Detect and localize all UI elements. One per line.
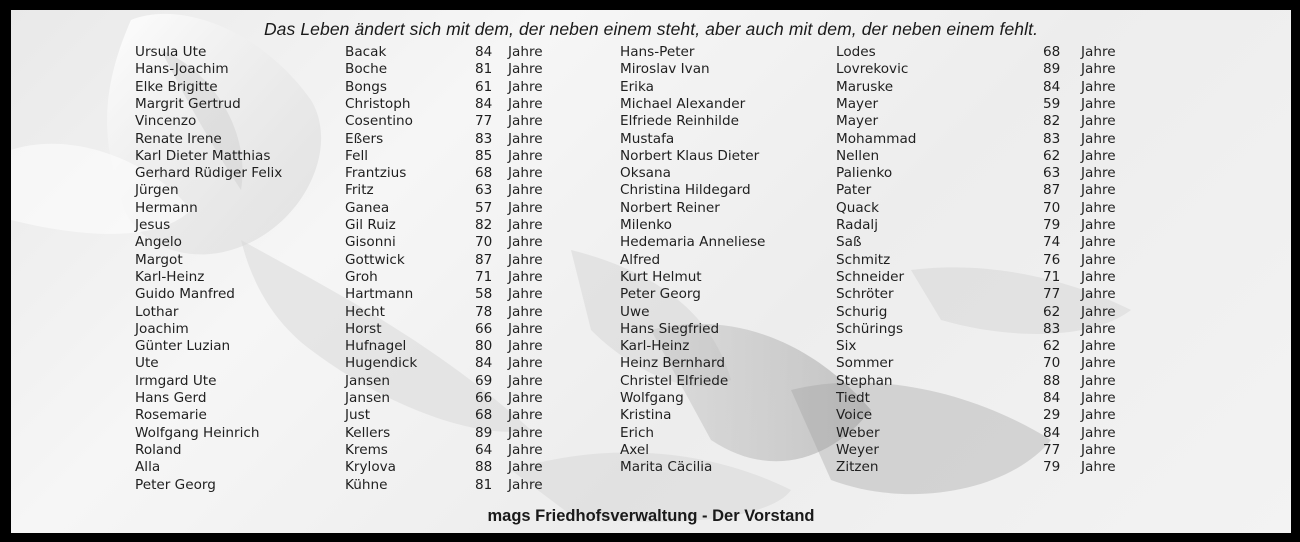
first-name: Marita Cäcilia <box>620 459 713 476</box>
first-name: Erika <box>620 78 654 95</box>
last-name: Lodes <box>836 44 876 60</box>
age-value: 87 <box>1043 182 1061 199</box>
age-unit-label: Jahre <box>1081 217 1116 233</box>
age-value: 68 <box>475 407 493 424</box>
last-name: Hartmann <box>345 286 414 303</box>
age-value: 88 <box>475 459 493 476</box>
last-name: Just <box>345 407 371 424</box>
age-value: 74 <box>1043 234 1061 251</box>
last-name: Mohammad <box>836 130 917 147</box>
first-name: Guido Manfred <box>135 286 235 303</box>
age-value: 80 <box>475 338 493 355</box>
age-value: 66 <box>475 390 493 406</box>
age-value: 66 <box>475 320 493 337</box>
first-name: Karl-Heinz <box>620 338 690 355</box>
last-name: Kühne <box>345 476 388 493</box>
age-unit-label: Jahre <box>1081 130 1116 147</box>
first-name: Alfred <box>620 251 661 268</box>
last-name: Mayer <box>836 113 879 130</box>
first-name: Vincenzo <box>135 113 197 130</box>
first-name: Kurt Helmut <box>620 268 702 285</box>
last-name: Bacak <box>345 44 387 60</box>
age-unit-label: Jahre <box>1081 199 1116 216</box>
first-name: Rosemarie <box>135 407 207 424</box>
first-name: Renate Irene <box>135 130 222 147</box>
age-unit-label: Jahre <box>1081 441 1116 458</box>
first-name: Christel Elfriede <box>620 372 729 389</box>
age-value: 79 <box>1043 459 1061 476</box>
age-value: 57 <box>475 199 493 216</box>
age-value: 83 <box>475 130 493 147</box>
age-unit-label: Jahre <box>1081 182 1116 199</box>
age-value: 69 <box>475 372 493 389</box>
first-name: Peter Georg <box>620 286 701 303</box>
first-name: Hans-Joachim <box>135 61 229 78</box>
age-value: 63 <box>1043 165 1061 182</box>
age-unit-label: Jahre <box>1081 61 1116 78</box>
age-unit-label: Jahre <box>1081 251 1116 268</box>
last-name: Tiedt <box>836 390 870 406</box>
age-unit-label: Jahre <box>508 320 543 337</box>
first-name: Christina Hildegard <box>620 182 751 199</box>
age-value: 81 <box>475 61 493 78</box>
age-value: 83 <box>1043 320 1061 337</box>
last-name: Schröter <box>836 286 894 303</box>
age-value: 64 <box>475 441 493 458</box>
last-name: Weber <box>836 424 880 441</box>
age-value: 62 <box>1043 338 1061 355</box>
age-unit-label: Jahre <box>1081 338 1116 355</box>
first-name: Angelo <box>135 234 183 251</box>
first-name: Roland <box>135 441 182 458</box>
age-value: 84 <box>1043 424 1061 441</box>
motto-quote: Das Leben ändert sich mit dem, der neben einem steht, aber auch mit dem, der neben einem fehlt. <box>263 19 1039 39</box>
last-name: Maruske <box>836 78 894 95</box>
first-name: Milenko <box>620 217 672 233</box>
age-value: 89 <box>475 424 493 441</box>
first-name: Peter Georg <box>135 476 216 493</box>
last-name: Jansen <box>345 372 391 389</box>
age-unit-label: Jahre <box>508 199 543 216</box>
first-name: Mustafa <box>620 130 675 147</box>
age-unit-label: Jahre <box>1081 44 1116 60</box>
first-name: Margrit Gertrud <box>135 95 241 112</box>
first-name: Jürgen <box>135 182 179 199</box>
age-value: 87 <box>475 251 493 268</box>
age-unit-label: Jahre <box>508 338 543 355</box>
first-name: Irmgard Ute <box>135 372 217 389</box>
last-name: Saß <box>836 234 862 251</box>
first-name: Joachim <box>135 320 189 337</box>
last-name: Gottwick <box>345 251 405 268</box>
age-value: 84 <box>475 95 493 112</box>
first-name: Jesus <box>135 217 171 233</box>
age-value: 68 <box>1043 44 1061 60</box>
first-name: Kristina <box>620 407 672 424</box>
last-name: Radalj <box>836 217 878 233</box>
last-name: Eßers <box>345 130 384 147</box>
age-value: 61 <box>475 78 493 95</box>
last-name: Stephan <box>836 372 893 389</box>
first-name: Margot <box>135 251 183 268</box>
age-unit-label: Jahre <box>1081 95 1116 112</box>
age-value: 79 <box>1043 217 1061 233</box>
last-name: Schmitz <box>836 251 891 268</box>
first-name: Hedemaria Anneliese <box>620 234 766 251</box>
age-value: 71 <box>1043 268 1061 285</box>
age-unit-label: Jahre <box>1081 113 1116 130</box>
first-name: Norbert Klaus Dieter <box>620 147 760 164</box>
age-unit-label: Jahre <box>508 390 543 406</box>
age-unit-label: Jahre <box>1081 78 1116 95</box>
first-name: Hans Siegfried <box>620 320 720 337</box>
last-name: Sommer <box>836 355 894 372</box>
last-name: Palienko <box>836 165 893 182</box>
last-name: Groh <box>345 268 378 285</box>
first-name: Alla <box>135 459 161 476</box>
age-value: 62 <box>1043 147 1061 164</box>
first-name: Michael Alexander <box>620 95 746 112</box>
last-name: Kellers <box>345 424 391 441</box>
age-value: 76 <box>1043 251 1061 268</box>
age-unit-label: Jahre <box>508 459 543 476</box>
age-unit-label: Jahre <box>1081 459 1116 476</box>
last-name: Hufnagel <box>345 338 407 355</box>
age-unit-label: Jahre <box>1081 355 1116 372</box>
age-unit-label: Jahre <box>1081 407 1116 424</box>
age-unit-label: Jahre <box>508 217 543 233</box>
first-name: Ursula Ute <box>135 44 207 60</box>
age-value: 70 <box>1043 199 1061 216</box>
last-name: Schürings <box>836 320 904 337</box>
last-name: Zitzen <box>836 459 879 476</box>
first-name: Wolfgang Heinrich <box>135 424 260 441</box>
memorial-card <box>11 10 1291 533</box>
last-name: Jansen <box>345 390 391 406</box>
last-name: Fell <box>345 147 368 164</box>
age-unit-label: Jahre <box>508 165 543 182</box>
last-name: Quack <box>836 199 879 216</box>
first-name: Gerhard Rüdiger Felix <box>135 165 283 182</box>
last-name: Weyer <box>836 441 880 458</box>
first-name: Oksana <box>620 165 671 182</box>
age-unit-label: Jahre <box>508 78 543 95</box>
age-unit-label: Jahre <box>508 286 543 303</box>
first-name: Norbert Reiner <box>620 199 720 216</box>
age-value: 85 <box>475 147 493 164</box>
last-name: Gil Ruiz <box>345 217 396 233</box>
age-unit-label: Jahre <box>508 130 543 147</box>
last-name: Cosentino <box>345 113 413 130</box>
age-unit-label: Jahre <box>1081 234 1116 251</box>
age-unit-label: Jahre <box>1081 286 1116 303</box>
age-unit-label: Jahre <box>1081 424 1116 441</box>
last-name: Lovrekovic <box>836 61 909 78</box>
last-name: Ganea <box>345 199 390 216</box>
age-unit-label: Jahre <box>508 234 543 251</box>
age-value: 82 <box>1043 113 1061 130</box>
first-name: Erich <box>620 424 655 441</box>
age-unit-label: Jahre <box>508 268 543 285</box>
age-value: 84 <box>1043 390 1061 406</box>
age-unit-label: Jahre <box>508 251 543 268</box>
last-name: Six <box>836 338 857 355</box>
last-name: Fritz <box>345 182 374 199</box>
first-name: Lothar <box>135 303 179 320</box>
age-unit-label: Jahre <box>1081 390 1116 406</box>
first-name: Karl Dieter Matthias <box>135 147 271 164</box>
age-value: 59 <box>1043 95 1061 112</box>
last-name: Hugendick <box>345 355 418 372</box>
last-name: Gisonni <box>345 234 396 251</box>
age-unit-label: Jahre <box>508 441 543 458</box>
age-unit-label: Jahre <box>508 407 543 424</box>
last-name: Pater <box>836 182 872 199</box>
last-name: Christoph <box>345 95 411 112</box>
first-name: Hans-Peter <box>620 44 695 60</box>
age-value: 71 <box>475 268 493 285</box>
last-name: Bongs <box>345 78 387 95</box>
last-name: Schurig <box>836 303 888 320</box>
age-unit-label: Jahre <box>508 424 543 441</box>
first-name: Wolfgang <box>620 390 684 406</box>
age-value: 84 <box>475 44 493 60</box>
age-value: 77 <box>475 113 493 130</box>
age-unit-label: Jahre <box>1081 303 1116 320</box>
age-unit-label: Jahre <box>508 113 543 130</box>
age-value: 63 <box>475 182 493 199</box>
first-name: Miroslav Ivan <box>620 61 710 78</box>
first-name: Heinz Bernhard <box>620 355 726 372</box>
first-name: Elke Brigitte <box>135 78 218 95</box>
age-value: 81 <box>475 476 493 493</box>
age-value: 29 <box>1043 407 1061 424</box>
first-name: Günter Luzian <box>135 338 231 355</box>
age-value: 68 <box>475 165 493 182</box>
first-name: Uwe <box>620 303 650 320</box>
first-name: Hans Gerd <box>135 390 207 406</box>
last-name: Krems <box>345 441 388 458</box>
last-name: Nellen <box>836 147 880 164</box>
age-unit-label: Jahre <box>1081 165 1116 182</box>
age-unit-label: Jahre <box>508 147 543 164</box>
age-unit-label: Jahre <box>508 355 543 372</box>
age-value: 83 <box>1043 130 1061 147</box>
age-value: 88 <box>1043 372 1061 389</box>
last-name: Krylova <box>345 459 397 476</box>
last-name: Mayer <box>836 95 879 112</box>
last-name: Hecht <box>345 303 386 320</box>
first-name: Ute <box>135 355 159 372</box>
age-value: 70 <box>475 234 493 251</box>
last-name: Voice <box>836 407 873 424</box>
age-unit-label: Jahre <box>1081 147 1116 164</box>
age-value: 78 <box>475 303 493 320</box>
age-value: 70 <box>1043 355 1061 372</box>
footer-signature: mags Friedhofsverwaltung - Der Vorstand <box>487 507 815 525</box>
age-value: 82 <box>475 217 493 233</box>
age-unit-label: Jahre <box>508 44 543 60</box>
age-unit-label: Jahre <box>508 476 543 493</box>
first-name: Karl-Heinz <box>135 268 205 285</box>
age-unit-label: Jahre <box>508 95 543 112</box>
first-name: Axel <box>620 441 650 458</box>
first-name: Hermann <box>135 199 198 216</box>
age-value: 62 <box>1043 303 1061 320</box>
age-value: 77 <box>1043 441 1061 458</box>
age-unit-label: Jahre <box>508 303 543 320</box>
age-unit-label: Jahre <box>508 372 543 389</box>
age-unit-label: Jahre <box>508 182 543 199</box>
age-unit-label: Jahre <box>1081 372 1116 389</box>
age-value: 77 <box>1043 286 1061 303</box>
age-unit-label: Jahre <box>508 61 543 78</box>
first-name: Elfriede Reinhilde <box>620 113 739 130</box>
age-value: 58 <box>475 286 493 303</box>
age-value: 84 <box>475 355 493 372</box>
age-value: 89 <box>1043 61 1061 78</box>
age-unit-label: Jahre <box>1081 268 1116 285</box>
last-name: Horst <box>345 320 382 337</box>
age-value: 84 <box>1043 78 1061 95</box>
last-name: Schneider <box>836 268 905 285</box>
last-name: Boche <box>345 61 388 78</box>
age-unit-label: Jahre <box>1081 320 1116 337</box>
last-name: Frantzius <box>345 165 407 182</box>
